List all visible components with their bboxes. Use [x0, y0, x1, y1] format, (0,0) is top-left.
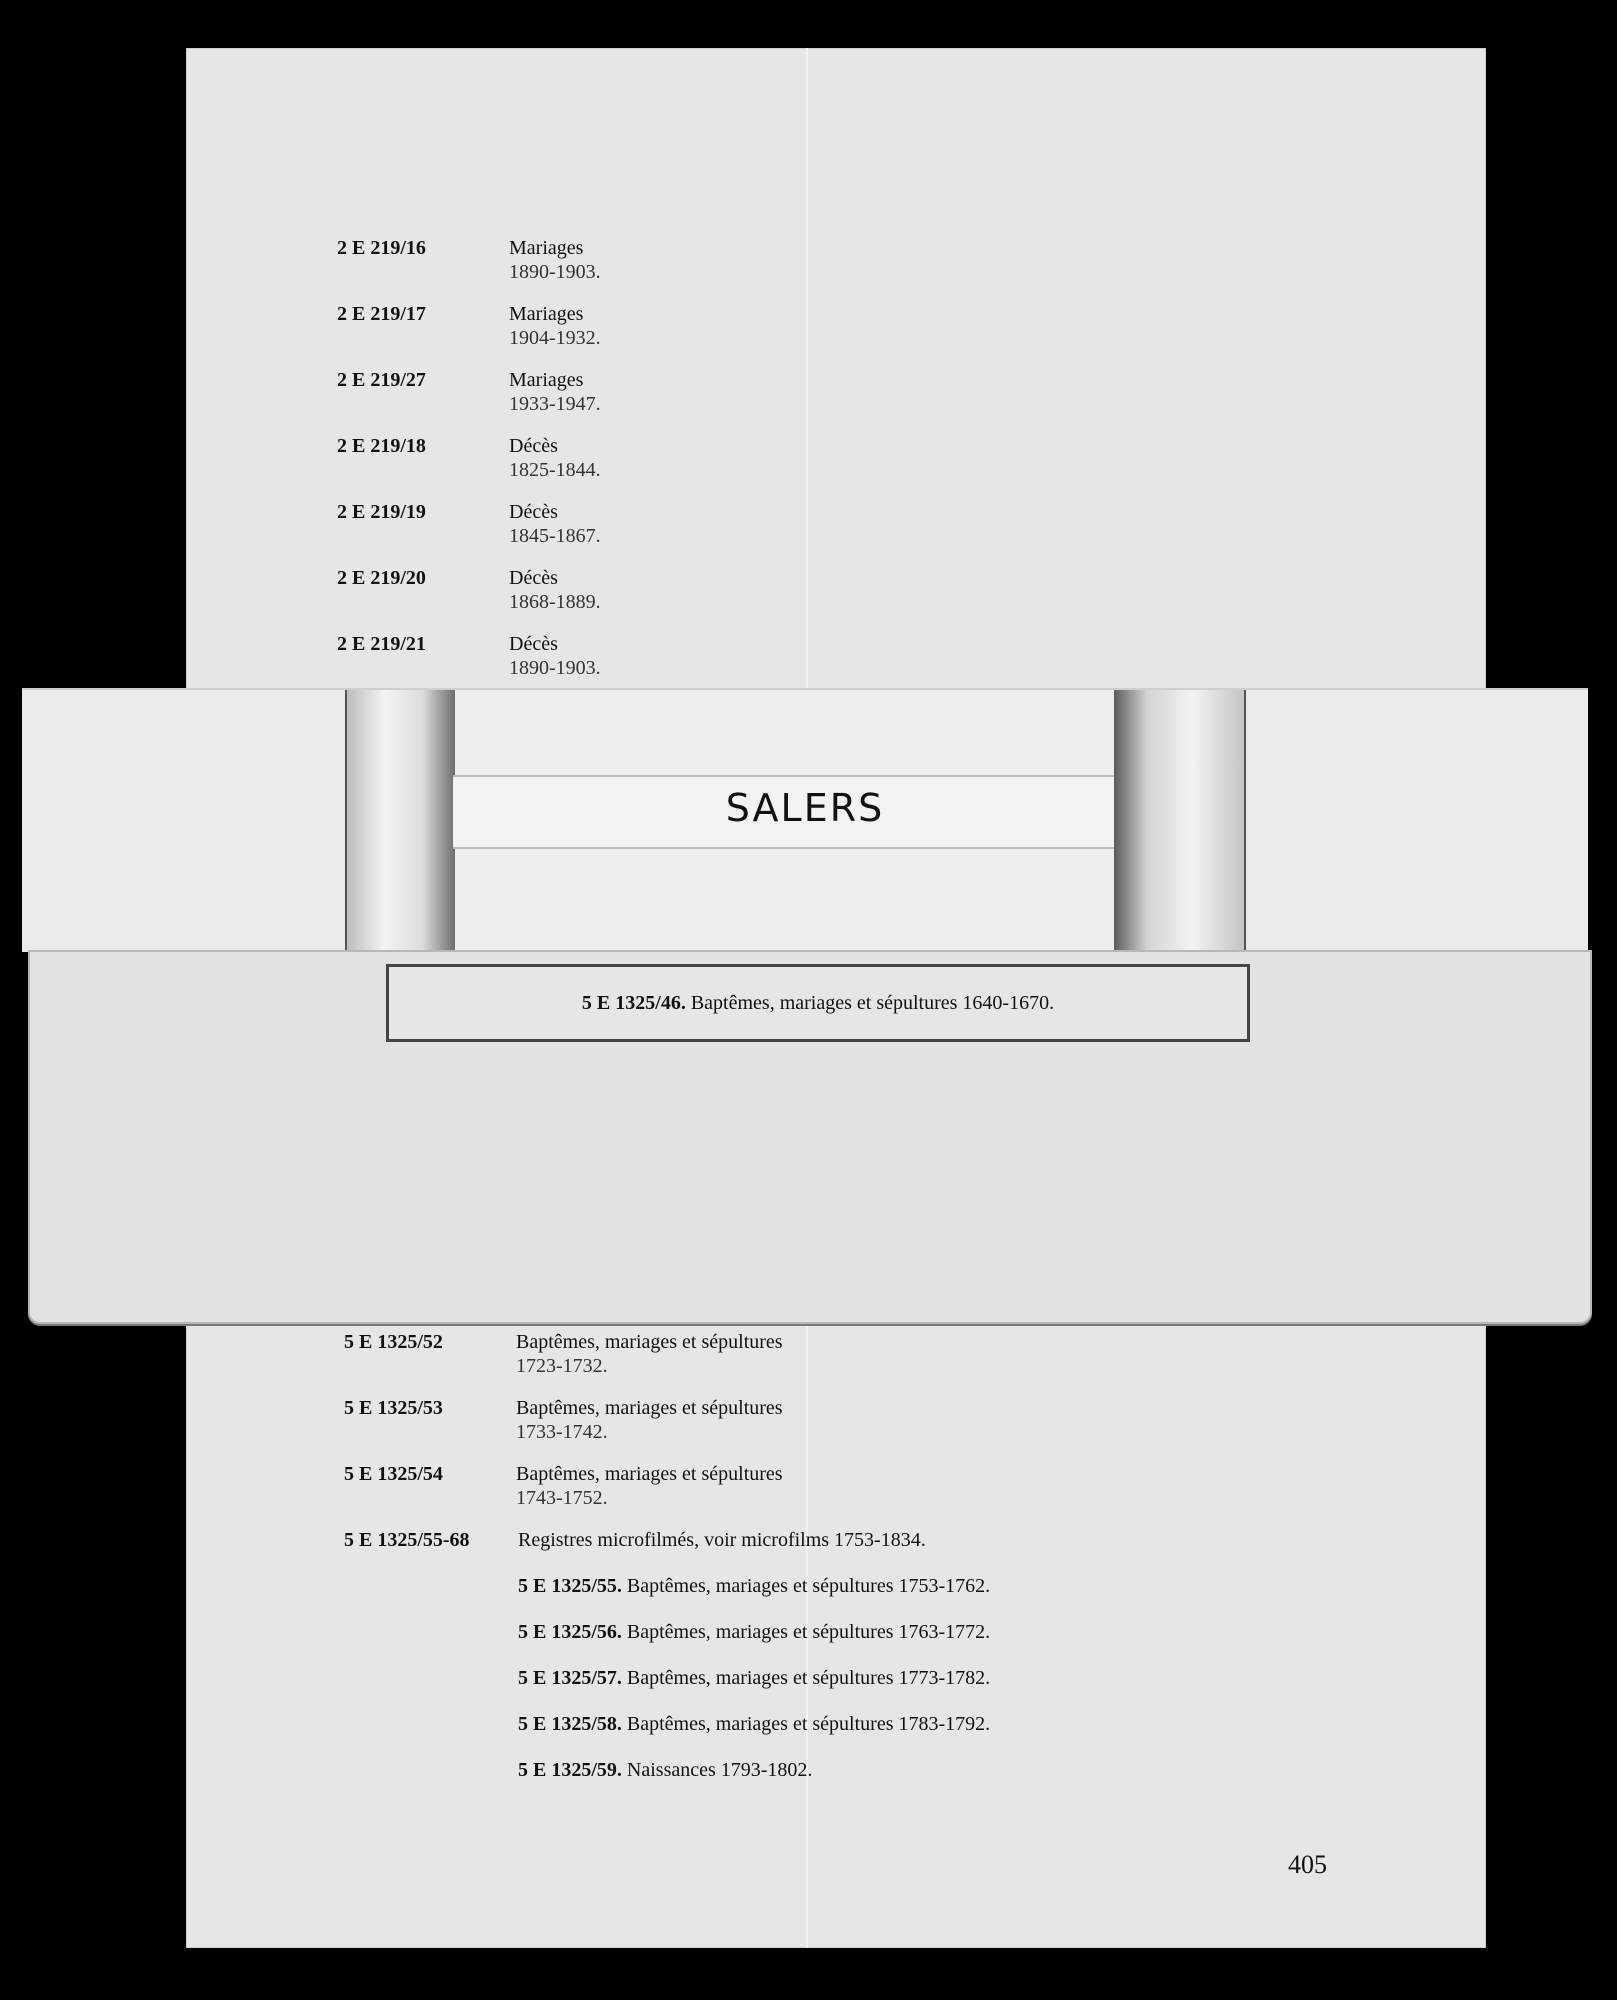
entry-dates: 1933-1947. [509, 393, 601, 415]
microfilm-item [518, 1666, 990, 1690]
entry-dates: 1733-1742. [516, 1421, 608, 1443]
entry-type: Mariages [509, 303, 584, 325]
entry-dates: 1743-1752. [516, 1487, 608, 1509]
entry-code: 5 E 1325/55-68 [344, 1529, 470, 1551]
entry-code: 2 E 219/16 [337, 237, 426, 259]
entry-code: 2 E 219/21 [337, 633, 426, 655]
entry-text: Registres microfilmés, voir microfilms 1753-1834. [518, 1529, 926, 1551]
entry-type: Baptêmes, mariages et sépultures [516, 1331, 783, 1353]
tab-label: SALERS [725, 786, 885, 830]
entry-code: 2 E 219/18 [337, 435, 426, 457]
item-text: Baptêmes, mariages et sépultures 1783-1792. [626, 1713, 991, 1735]
entry-type: Baptêmes, mariages et sépultures [516, 1397, 783, 1419]
page-number: 405 [1288, 1850, 1327, 1879]
item-code: 5 E 1325/58. [518, 1713, 622, 1735]
entry-type: Décès [509, 633, 558, 655]
entry-code: 5 E 1325/52 [344, 1331, 443, 1353]
item-code: 5 E 1325/56. [518, 1621, 622, 1643]
insert-card [28, 950, 1592, 1324]
entry-code: 5 E 1325/54 [344, 1463, 443, 1485]
entry-type: Mariages [509, 369, 584, 391]
entry-code: 2 E 219/27 [337, 369, 426, 391]
microfilm-item [518, 1758, 812, 1782]
entry-type: Baptêmes, mariages et sépultures [516, 1463, 783, 1485]
entry-code: 2 E 219/17 [337, 303, 426, 325]
entry-type: Décès [509, 567, 558, 589]
entry-type: Décès [509, 501, 558, 523]
card-entry-text: Baptêmes, mariages et sépultures 1640-1670. [690, 992, 1055, 1014]
card-entry [389, 991, 1247, 1015]
item-text: Naissances 1793-1802. [626, 1759, 813, 1781]
item-text: Baptêmes, mariages et sépultures 1753-1762. [626, 1575, 991, 1597]
entry-dates: 1825-1844. [509, 459, 601, 481]
microfilm-item [518, 1712, 990, 1736]
entry-dates: 1845-1867. [509, 525, 601, 547]
entry-dates: 1904-1932. [509, 327, 601, 349]
microfilm-item [518, 1620, 990, 1644]
entry-dates: 1723-1732. [516, 1355, 608, 1377]
entry-code: 2 E 219/20 [337, 567, 426, 589]
entry-dates: 1890-1903. [509, 657, 601, 679]
entry-dates: 1890-1903. [509, 261, 601, 283]
item-text: Baptêmes, mariages et sépultures 1763-1772. [626, 1621, 991, 1643]
entry-code: 2 E 219/19 [337, 501, 426, 523]
entry-dates: 1868-1889. [509, 591, 601, 613]
microfilm-item [518, 1574, 990, 1598]
card-entry-code: 5 E 1325/46. [581, 992, 686, 1014]
entry-type: Décès [509, 435, 558, 457]
item-code: 5 E 1325/55. [518, 1575, 622, 1597]
item-code: 5 E 1325/59. [518, 1759, 622, 1781]
entry-code: 5 E 1325/53 [344, 1397, 443, 1419]
folded-label-tab [22, 688, 1588, 952]
entry-type: Mariages [509, 237, 584, 259]
card-entry-box [386, 964, 1250, 1042]
item-code: 5 E 1325/57. [518, 1667, 622, 1689]
item-text: Baptêmes, mariages et sépultures 1773-1782. [626, 1667, 991, 1689]
